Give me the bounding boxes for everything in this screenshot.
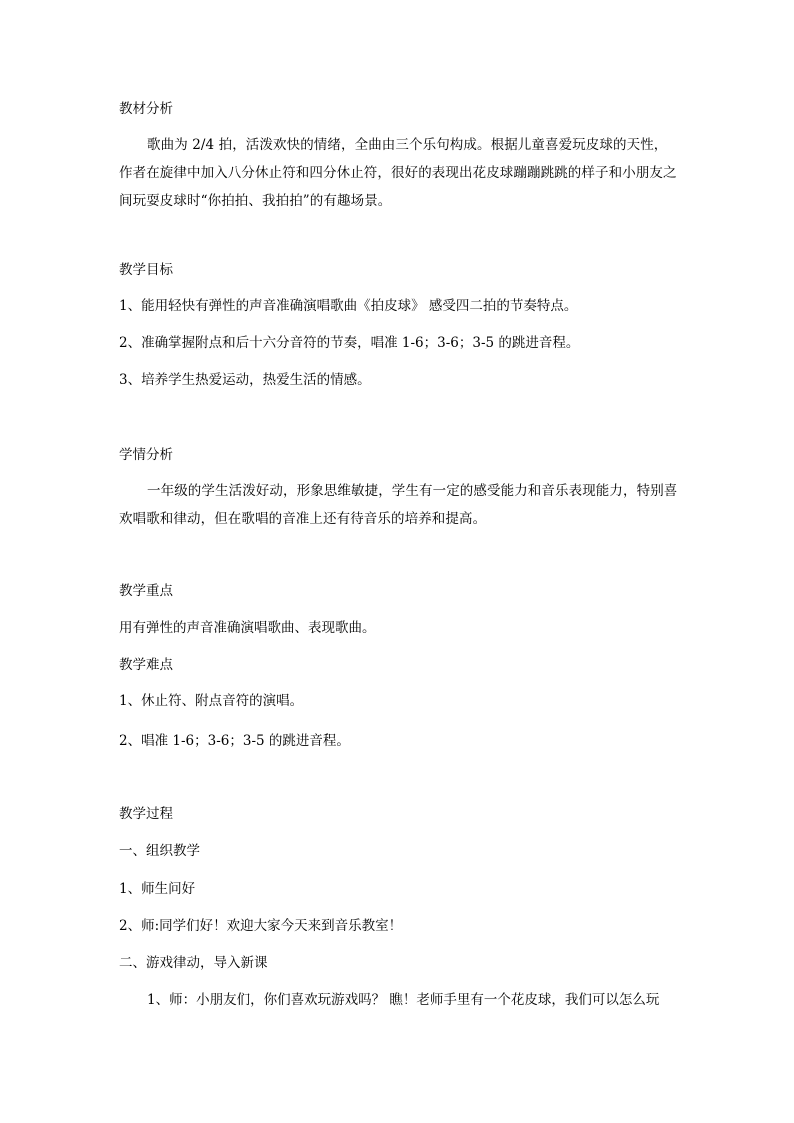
teaching-goal-item: 3、培养学生热爱运动，热爱生活的情感。 bbox=[119, 372, 371, 388]
heading-process: 教学过程 bbox=[119, 806, 173, 822]
heading-student-analysis: 学情分析 bbox=[119, 447, 173, 463]
process-item: 2、师:同学们好！欢迎大家今天来到音乐教室！ bbox=[119, 918, 403, 934]
heading-key-points: 教学重点 bbox=[119, 583, 173, 599]
heading-teaching-goals: 教学目标 bbox=[119, 262, 173, 278]
process-item: 1、师：小朋友们，你们喜欢玩游戏吗？ 瞧！老师手里有一个花皮球，我们可以怎么玩 bbox=[147, 992, 660, 1008]
process-item: 一、组织教学 bbox=[119, 843, 200, 859]
key-points-text: 用有弹性的声音准确演唱歌曲、表现歌曲。 bbox=[119, 620, 376, 636]
paragraph-textbook-analysis: 歌曲为 2/4 拍，活泼欢快的情绪，全曲由三个乐句构成。根据儿童喜爱玩皮球的天性，作者在旋律中加入八分休止符和四分休止符，很好的表现出花皮球蹦蹦跳跳的样子和小朋友之间玩耍皮球时“你拍拍、我拍拍”的有趣场景。 bbox=[119, 137, 677, 209]
teaching-goal-item: 2、准确掌握附点和后十六分音符的节奏，唱准 1-6；3-6；3-5 的跳进音程。 bbox=[119, 335, 580, 351]
paragraph-student-analysis: 一年级的学生活泼好动，形象思维敏捷，学生有一定的感受能力和音乐表现能力，特别喜欢唱歌和律动，但在歌唱的音准上还有待音乐的培养和提高。 bbox=[119, 483, 678, 527]
difficulty-item: 2、唱准 1-6；3-6；3-5 的跳进音程。 bbox=[119, 733, 350, 749]
difficulty-item: 1、休止符、附点音符的演唱。 bbox=[119, 693, 304, 709]
process-item: 1、师生问好 bbox=[119, 881, 196, 897]
process-item: 二、游戏律动，导入新课 bbox=[119, 955, 268, 971]
teaching-goal-item: 1、能用轻快有弹性的声音准确演唱歌曲《拍皮球》 感受四二拍的节奏特点。 bbox=[119, 298, 578, 314]
heading-difficulties: 教学难点 bbox=[119, 657, 173, 673]
heading-textbook-analysis: 教材分析 bbox=[119, 101, 173, 117]
